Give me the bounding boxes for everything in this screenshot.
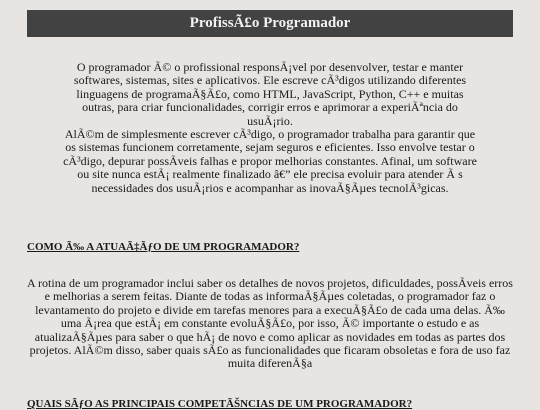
intro-paragraph-2: AlÃ©m de simplesmente escrever cÃ³digo, o programador trabalha para garantir que os sistemas funcionem corretamente, sejam seguros e eficientes. Isso envolve testar o cÃ³digo, depurar possÃveis falhas e propor melhorias constantes. Afinal, um software ou site nunca estÃ¡ realmente finalizado â€” ele precisa evoluir para atender Ã s necessidades dos usuÃ¡rios e acompanhar as inovaÃ§Ãµes tecnolÃ³gicas. <box>63 127 477 195</box>
page-title-bar <box>27 10 513 37</box>
intro-paragraph-1: O programador Ã© o profissional responsÃ¡vel por desenvolver, testar e manter softwares, sistemas, sites e aplicativos. Ele escreve cÃ³digos utilizando diferentes linguagens de programaÃ§Ã£o, como HTML, JavaScript, Python, C++ e muitas outras, para criar funcionalidades, corrigir erros e aprimorar a experiÃªncia do usuÃ¡rio. <box>73 60 467 128</box>
section-heading-atuacao: COMO Ã‰ A ATUAÃ‡ÃƒO DE UM PROGRAMADOR? <box>27 241 300 253</box>
page-title: ProfissÃ£o Programador <box>189 15 351 31</box>
section-heading-competencias: QUAIS SÃƒO AS PRINCIPAIS COMPETÃŠNCIAS DE UM PROGRAMADOR? <box>27 398 413 410</box>
section-body-atuacao: A rotina de um programador inclui saber os detalhes de novos projetos, dificuldades, possÃveis erros e melhorias a serem feitas. Diante de todas as informaÃ§Ãµes coletadas, o programador faz o levantamento do projeto e divide em tarefas menores para a execuÃ§Ã£o de cada uma delas. Ã‰ uma Ã¡rea que estÃ¡ em constante evoluÃ§Ã£o, por isso, Ã© importante o estudo e as atualizaÃ§Ãµes para saber o que hÃ¡ de novo e como aplicar as novidades em todas as partes dos projetos. AlÃ©m disso, saber quais sÃ£o as funcionalidades que ficaram obsoletas e fora de uso faz muita diferenÃ§a <box>27 276 513 371</box>
intro-section <box>60 61 480 195</box>
